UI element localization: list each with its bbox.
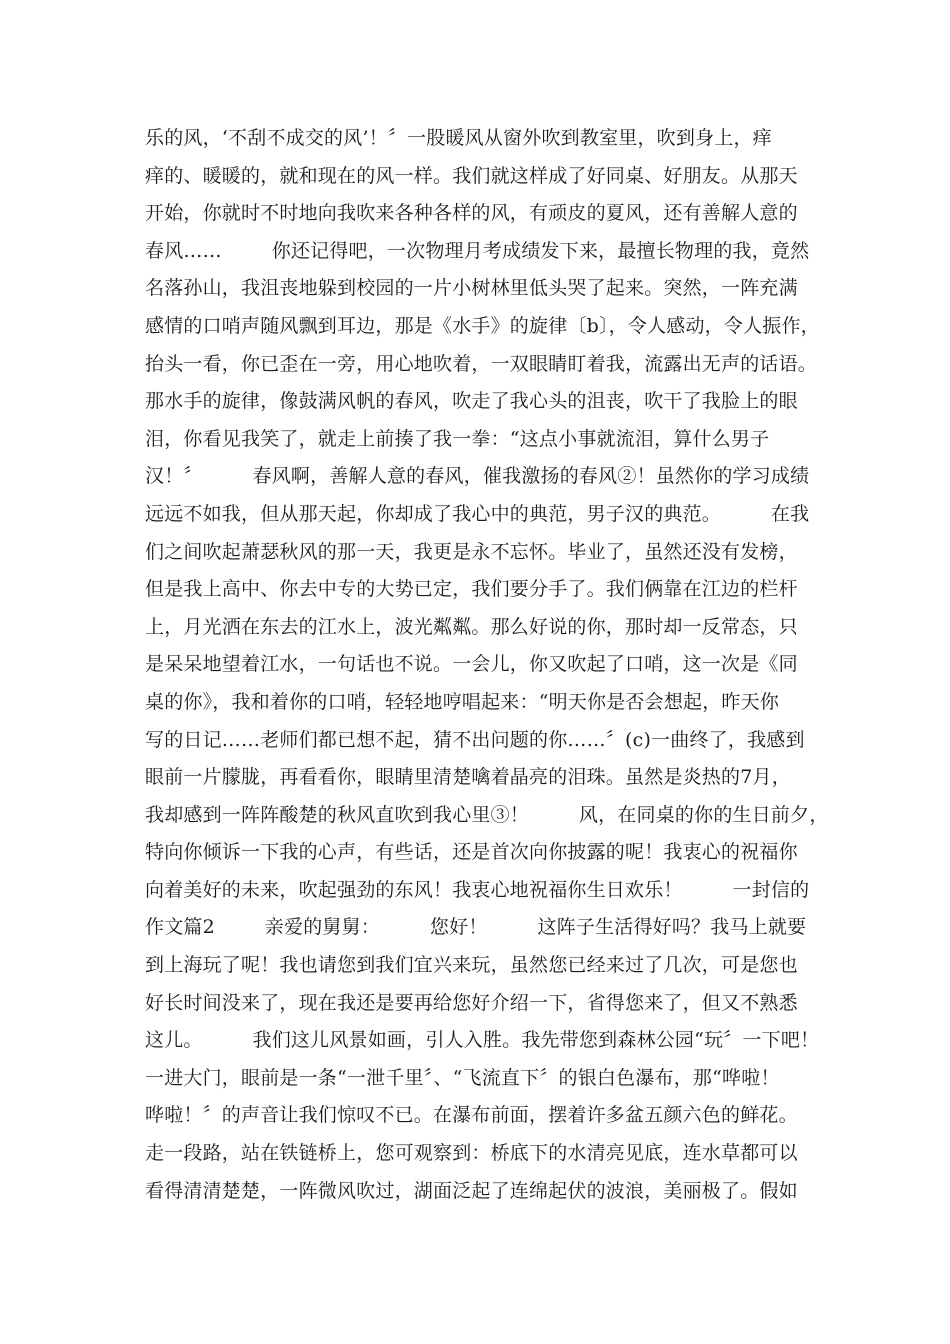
text-line: 们之间吹起萧瑟秋风的那一天，我更是永不忘怀。毕业了，虽然还没有发榜， — [145, 540, 798, 563]
text-line: 汉！〞 春风啊，善解人意的春风，催我激扬的春风②！虽然你的学习成绩 — [145, 465, 810, 488]
text-line: 春风…… 你还记得吧，一次物理月考成绩发下来，最擅长物理的我，竟然 — [145, 239, 810, 262]
text-line: 感情的口哨声随风飘到耳边，那是《水手》的旋律〔b〕，令人感动，令人振作， — [145, 314, 820, 337]
body-text — [145, 120, 835, 1210]
text-line: 看得清清楚楚，一阵微风吹过，湖面泛起了连绵起伏的波浪，美丽极了。假如 — [145, 1179, 798, 1202]
text-line: 上，月光洒在东去的江水上，波光粼粼。那么好说的你，那时却一反常态，只 — [145, 615, 798, 638]
text-line: 到上海玩了呢！我也请您到我们宜兴来玩，虽然您已经来过了几次，可是您也 — [145, 954, 798, 977]
text-line: 痒的、暖暖的，就和现在的风一样。我们就这样成了好同桌、好朋友。从那天 — [145, 164, 798, 187]
text-line: 泪，你看见我笑了，就走上前揍了我一拳：“这点小事就流泪，算什么男子 — [145, 427, 770, 450]
text-line: 抬头一看，你已歪在一旁，用心地吹着，一双眼睛盯着我，流露出无声的话语。 — [145, 352, 818, 375]
text-line: 眼前一片朦胧，再看看你，眼睛里清楚噙着晶亮的泪珠。虽然是炎热的7月， — [145, 766, 791, 789]
text-line: 一进大门，眼前是一条“一泄千里〞、“飞流直下〞的银白色瀑布，那“哗啦！ — [145, 1066, 780, 1089]
text-line: 向着美好的未来，吹起强劲的东风！我衷心地祝福你生日欢乐！ 一封信的 — [145, 878, 810, 901]
text-line: 好长时间没来了，现在我还是要再给您好介绍一下，省得您来了，但又不熟悉 — [145, 991, 798, 1014]
text-line: 远远不如我，但从那天起，你却成了我心中的典范，男子汉的典范。 在我 — [145, 502, 810, 525]
text-line: 走一段路，站在铁链桥上，您可观察到：桥底下的水清亮见底，连水草都可以 — [145, 1142, 798, 1165]
text-line: 桌的你》，我和着你的口哨，轻轻地哼唱起来：“明天你是否会想起，昨天你 — [145, 690, 780, 713]
text-line: 作文篇2 亲爱的舅舅： 您好！ 这阵子生活得好吗？我马上就要 — [145, 916, 807, 939]
text-line: 名落孙山，我沮丧地躲到校园的一片小树林里低头哭了起来。突然，一阵充满 — [145, 277, 798, 300]
text-line: 写的日记……老师们都已想不起，猜不出问题的你……〞(c)一曲终了，我感到 — [145, 728, 805, 751]
text-line: 乐的风，‘不刮不成交的风’！〞一股暖风从窗外吹到教室里，吹到身上，痒 — [145, 127, 772, 149]
text-line: 特向你倾诉一下我的心声，有些话，还是首次向你披露的呢！我衷心的祝福你 — [145, 841, 798, 864]
text-line: 开始，你就时不时地向我吹来各种各样的风，有顽皮的夏风，还有善解人意的 — [145, 202, 798, 225]
text-line: 但是我上高中、你去中专的大势已定，我们要分手了。我们俩靠在江边的栏杆 — [145, 578, 798, 601]
text-line: 这儿。 我们这儿风景如画，引人入胜。我先带您到森林公园“玩〞一下吧！ — [145, 1029, 820, 1052]
text-line: 是呆呆地望着江水，一句话也不说。一会儿，你又吹起了口哨，这一次是《同 — [145, 653, 798, 676]
text-line: 那水手的旋律，像鼓满风帆的春风，吹走了我心头的沮丧，吹干了我脸上的眼 — [145, 390, 798, 413]
text-line: 我却感到一阵阵酸楚的秋风直吹到我心里③！ 风，在同桌的你的生日前夕， — [145, 803, 829, 826]
text-line: 哗啦！〞的声音让我们惊叹不已。在瀑布前面，摆着许多盆五颜六色的鲜花。 — [145, 1104, 798, 1127]
